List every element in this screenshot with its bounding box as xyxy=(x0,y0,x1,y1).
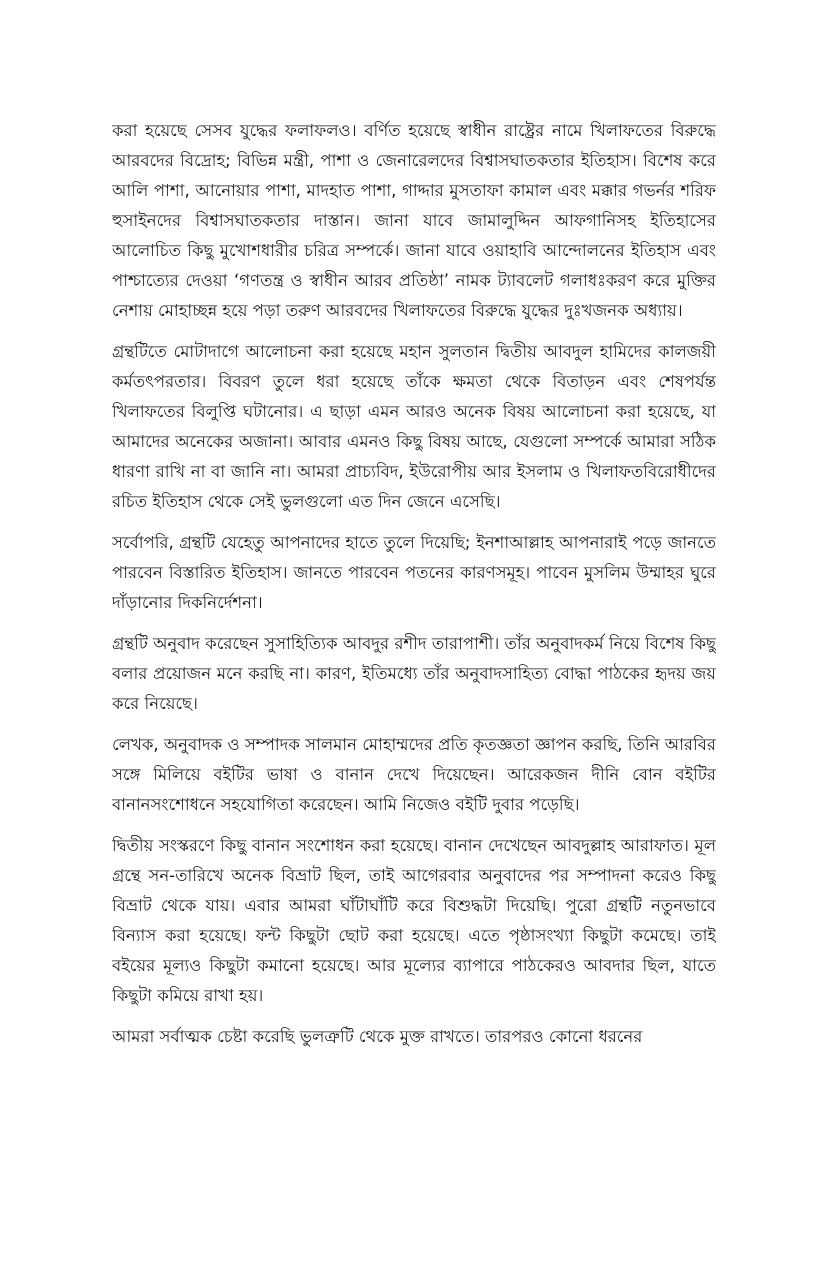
paragraph-4: গ্রন্থটি অনুবাদ করেছেন সুসাহিত্যিক আবদুর রশীদ তারাপাশী। তাঁর অনুবাদকর্ম নিয়ে বিশেষ কিছু বলার প্রয়োজন মনে করছি না। কারণ, ইতিমধ্যে তাঁর অনুবাদসাহিত্য বোদ্ধা পাঠকের হৃদয় জয় করে নিয়েছে। xyxy=(112,634,716,713)
paragraph-1: করা হয়েছে সেসব যুদ্ধের ফলাফলও। বর্ণিত হয়েছে স্বাধীন রাষ্ট্রের নামে খিলাফতের বিরুদ্ধে আরবদের বিদ্রোহ; বিভিন্ন মন্ত্রী, পাশা ও জেনারেলদের বিশ্বাসঘাতকতার ইতিহাস। বিশেষ করে আলি পাশা, আনোয়ার পাশা, মাদহাত পাশা, গাদ্দার মুসতাফা কামাল এবং মক্কার গভর্নর শরিফ হুসাইনদের বিশ্বাসঘাতকতার দাস্তান। জানা যাবে জামালুদ্দিন আফগানিসহ ইতিহাসের আলোচিত কিছু মুখোশধারীর চরিত্র সম্পর্কে। জানা যাবে ওয়াহাবি আন্দোলনের ইতিহাস এবং পাশ্চাত্যের দেওয়া ‘গণতন্ত্র ও স্বাধীন আরব প্রতিষ্ঠা’ নামক ট্যাবলেট গলাধঃকরণ করে মুক্তির নেশায় মোহাচ্ছন্ন হয়ে পড়া তরুণ আরবদের খিলাফতের বিরুদ্ধে যুদ্ধের দুঃখজনক অধ্যায়। xyxy=(112,121,716,320)
paragraph-6: দ্বিতীয় সংস্করণে কিছু বানান সংশোধন করা হয়েছে। বানান দেখেছেন আবদুল্লাহ আরাফাত। মূল গ্রন্থে সন-তারিখে অনেক বিভ্রাট ছিল, তাই আগেরবার অনুবাদের পর সম্পাদনা করেও কিছু বিভ্রাট থেকে যায়। এবার আমরা ঘাঁটাঘাঁটি করে বিশুদ্ধটা দিয়েছি। পুরো গ্রন্থটি নতুনভাবে বিন্যাস করা হয়েছে। ফন্ট কিছুটা ছোট করা হয়েছে। এতে পৃষ্ঠাসংখ্যা কিছুটা কমেছে। তাই বইয়ের মূল্যও কিছুটা কমানো হয়েছে। আর মূল্যের ব্যাপারে পাঠকেরও আবদার ছিল, যাতে কিছুটা কমিয়ে রাখা হয়। xyxy=(112,836,716,1005)
paragraph-7: আমরা সর্বাত্মক চেষ্টা করেছি ভুলত্রুটি থেকে মুক্ত রাখতে। তারপরও কোনো ধরনের xyxy=(112,1027,643,1046)
paragraph-3: সর্বোপরি, গ্রন্থটি যেহেতু আপনাদের হাতে তুলে দিয়েছি; ইনশাআল্লাহ আপনারাই পড়ে জানতে পারবেন বিস্তারিত ইতিহাস। জানতে পারবেন পতনের কারণসমূহ। পাবেন মুসলিম উম্মাহর ঘুরে দাঁড়ানোর দিকনির্দেশনা। xyxy=(112,533,716,612)
paragraph-2: গ্রন্থটিতে মোটাদাগে আলোচনা করা হয়েছে মহান সুলতান দ্বিতীয় আবদুল হামিদের কালজয়ী কর্মতৎপরতার। বিবরণ তুলে ধরা হয়েছে তাঁকে ক্ষমতা থেকে বিতাড়ন এবং শেষপর্যন্ত খিলাফতের বিলুপ্তি ঘটানোর। এ ছাড়া এমন আরও অনেক বিষয় আলোচনা করা হয়েছে, যা আমাদের অনেকের অজানা। আবার এমনও কিছু বিষয় আছে, যেগুলো সম্পর্কে আমারা সঠিক ধারণা রাখি না বা জানি না। আমরা প্রাচ্যবিদ, ইউরোপীয় আর ইসলাম ও খিলাফতবিরোধীদের রচিত ইতিহাস থেকে সেই ভুলগুলো এত দিন জেনে এসেছি। xyxy=(112,342,716,511)
paragraph-5: লেখক, অনুবাদক ও সম্পাদক সালমান মোহাম্মদের প্রতি কৃতজ্ঞতা জ্ঞাপন করছি, তিনি আরবির সঙ্গে মিলিয়ে বইটির ভাষা ও বানান দেখে দিয়েছেন। আরেকজন দীনি বোন বইটির বানানসংশোধনে সহযোগিতা করেছেন। আমি নিজেও বইটি দুবার পড়েছি। xyxy=(112,735,716,814)
body-text xyxy=(112,116,716,1156)
